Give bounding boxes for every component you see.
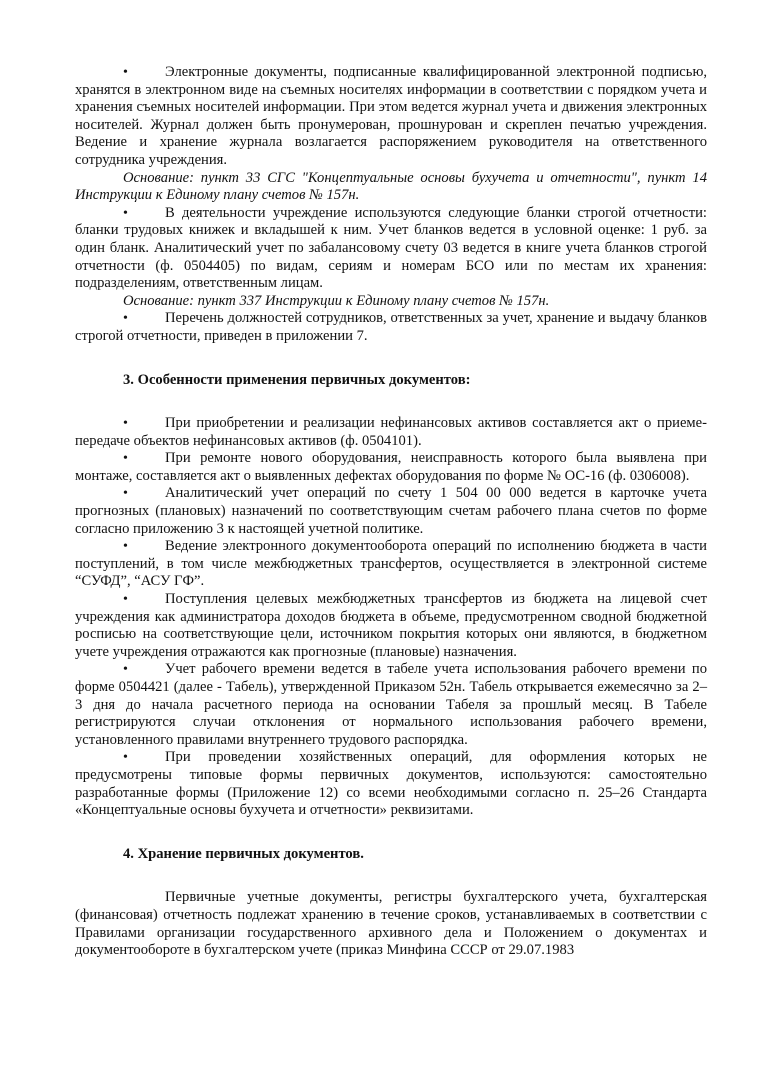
bullet-text: Электронные документы, подписанные квалифицированной электронной подписью, хранятся в электронном виде на съемных носителях информации в соответствии с порядком учета и хранения съемных носителей информации. При этом ведется журнал учета и движения электронных носителей. Журнал должен быть пронумерован, прошнурован и скреплен печатью учреждения. Ведение и хранение журнала возлагается распоряжением руководителя на ответственного сотрудника учреждения.: [75, 64, 707, 168]
basis-note: Основание: пункт 33 СГС "Концептуальные основы бухучета и отчетности", пункт 14 Инструкции к Единому плану счетов № 157н.: [75, 169, 707, 204]
bullet-text: При проведении хозяйственных операций, для оформления которых не предусмотрены типовые формы первичных документов, используются: самостоятельно разработанные формы (Приложение 12) со всеми необходимыми согласно п. 25–26 Стандарта «Концептуальные основы бухучета и отчетности» реквизитами.: [75, 749, 707, 819]
bullet-icon: •: [123, 205, 128, 221]
bullet-item: [75, 485, 707, 538]
bullet-item: [75, 450, 707, 485]
bullet-icon: •: [123, 486, 128, 502]
bullet-item: [75, 205, 707, 293]
bullet-icon: •: [123, 311, 128, 327]
section-heading: 4. Хранение первичных документов.: [123, 845, 364, 862]
bullet-text: Ведение электронного документооборота операций по исполнению бюджета в части поступлений, в том числе межбюджетных трансфертов, осуществляется в электронной системе “СУФД”, “АСУ ГФ”.: [75, 538, 707, 590]
bullet-icon: •: [123, 539, 128, 555]
bullet-text: Аналитический учет операций по счету 1 504 00 000 ведется в карточке учета прогнозных (плановых) назначений по соответствующим счетам рабочего плана счетов по форме согласно приложению 3 к настоящей учетной политике.: [75, 485, 707, 537]
bullet-icon: •: [123, 592, 128, 608]
bullet-item: [75, 661, 707, 749]
bullet-item: [75, 64, 707, 170]
bullet-text: Поступления целевых межбюджетных трансфертов из бюджета на лицевой счет учреждения как администратора доходов бюджета в объеме, предусмотренном сводной бюджетной росписью на соответствующие цели, источником покрытия которых они являются, в бюджетном учете учреждения отражаются как прогнозные (плановые) назначения.: [75, 591, 707, 660]
bullet-text: При ремонте нового оборудования, неисправность которого была выявлена при монтаже, составляется акт о выявленных дефектах оборудования по форме № ОС-16 (ф. 0306008).: [75, 450, 707, 484]
basis-note: Основание: пункт 337 Инструкции к Единому плану счетов № 157н.: [123, 292, 550, 309]
bullet-text: Перечень должностей сотрудников, ответственных за учет, хранение и выдачу бланков строгой отчетности, приведен в приложении 7.: [75, 310, 707, 344]
bullet-item: [75, 749, 707, 819]
document-page: [75, 64, 707, 960]
bullet-icon: •: [123, 65, 128, 80]
bullet-item: [75, 415, 707, 450]
bullet-text: При приобретении и реализации нефинансовых активов составляется акт о приеме-передаче объектов нефинансовых активов (ф. 0504101).: [75, 415, 707, 449]
bullet-icon: •: [123, 416, 128, 432]
body-paragraph: Первичные учетные документы, регистры бухгалтерского учета, бухгалтерская (финансовая) отчетность подлежат хранению в течение сроков, устанавливаемых в соответствии с Правилами организации государственного архивного дела и Положением о документах и документообороте в бухгалтерском учете (приказ Минфина СССР от 29.07.1983: [75, 889, 707, 959]
bullet-item: [75, 538, 707, 591]
bullet-text: Учет рабочего времени ведется в табеле учета использования рабочего времени по форме 0504421 (далее - Табель), утвержденной Приказом 52н. Табель открывается ежемесячно за 2–3 дня до начала расчетного периода на основании Табеля за прошлый месяц. В Табеле регистрируются случаи отклонения от нормального использования рабочего времени, установленного правилами внутреннего трудового распорядка.: [75, 661, 707, 748]
bullet-text: В деятельности учреждение используются следующие бланки строгой отчетности: бланки трудовых книжек и вкладышей к ним. Учет бланков ведется в условной оценке: 1 руб. за один бланк. Аналитический учет по забалансовому счету 03 ведется в книге учета бланков строгой отчетности (ф. 0504405) по видам, сериям и номерам БСО или по местам их хранения: подразделениям, ответственным лицам.: [75, 204, 707, 292]
bullet-item: [75, 310, 707, 345]
section-heading: 3. Особенности применения первичных документов:: [123, 371, 471, 388]
bullet-icon: •: [123, 750, 128, 766]
bullet-item: [75, 591, 707, 661]
bullet-icon: •: [123, 662, 128, 678]
bullet-icon: •: [123, 451, 128, 467]
